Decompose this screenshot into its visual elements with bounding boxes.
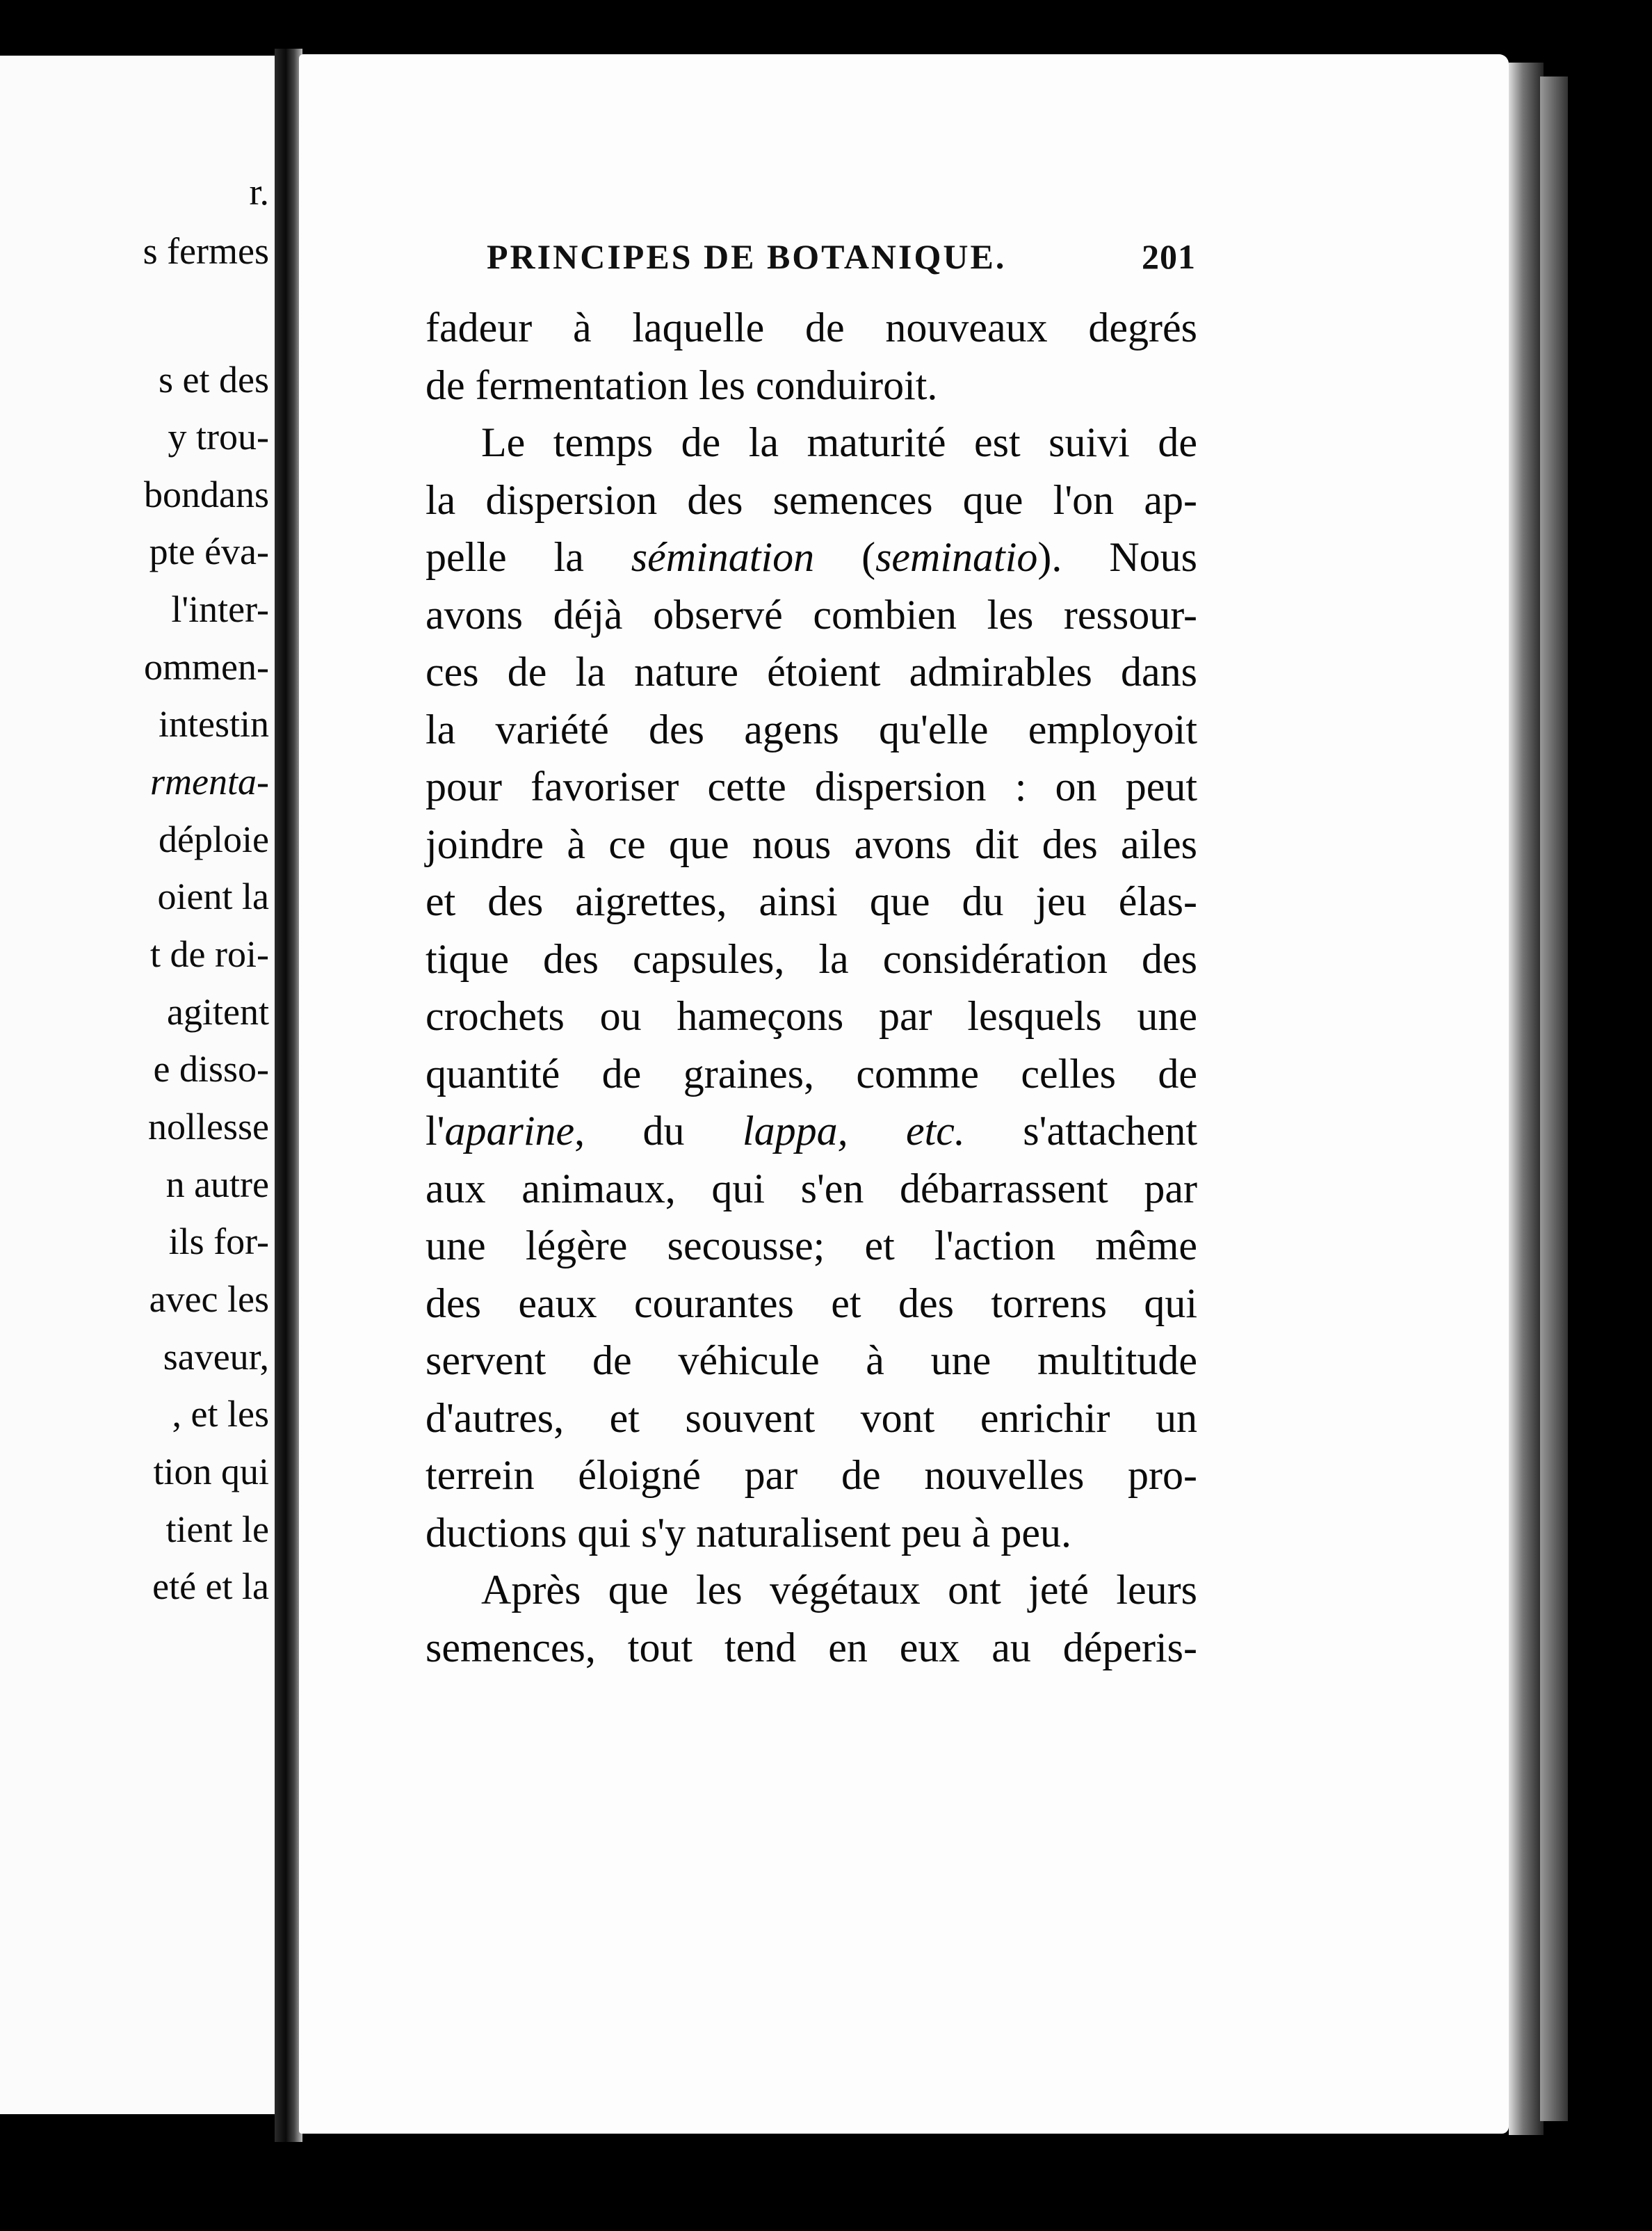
text-line: de fermentation les conduiroit. — [426, 362, 938, 408]
running-head — [487, 236, 1196, 277]
left-page-line: nollesse — [148, 1106, 269, 1147]
left-page-line: intestin — [159, 703, 269, 745]
text-line: avons déjà observé combien les ressour- — [426, 591, 1197, 638]
text-line: la dispersion des semences que l'on ap- — [426, 476, 1197, 523]
left-page-line: n autre — [165, 1163, 269, 1205]
left-page-line: t de roi- — [150, 933, 269, 975]
text-line: tique des capsules, la considération des — [426, 935, 1197, 982]
text-line: terrein éloigné par de nouvelles pro- — [426, 1452, 1197, 1498]
text-line: ductions qui s'y naturalisent peu à peu. — [426, 1509, 1071, 1556]
body-text — [426, 299, 1197, 1676]
text-line: aux animaux, qui s'en débarrassent par — [426, 1165, 1197, 1211]
page-edge-shadow — [1509, 63, 1544, 2135]
left-page-line: avec les — [149, 1278, 269, 1320]
text-line: des eaux courantes et des torrens qui — [426, 1280, 1197, 1326]
text-line: d'autres, et souvent vont enrichir un — [426, 1394, 1197, 1441]
left-page-line: pte éva- — [149, 531, 269, 572]
book-gutter — [275, 49, 302, 2142]
running-head-title: PRINCIPES DE BOTANIQUE. — [487, 237, 1007, 276]
left-page-line: e disso- — [153, 1048, 269, 1090]
text-line — [426, 1102, 1197, 1160]
left-page-line: déploie — [159, 819, 269, 860]
text-segment: , du — [574, 1108, 743, 1154]
text-segment: l' — [426, 1108, 445, 1154]
text-line: joindre à ce que nous avons dit des ailes — [426, 821, 1197, 867]
text-line: fadeur à laquelle de nouveaux degrés — [426, 305, 1197, 351]
text-line: une légère secousse; et l'action même — [426, 1223, 1197, 1268]
left-page-line: rmenta- — [150, 761, 269, 803]
left-page-line: ommen- — [144, 646, 269, 688]
text-line: la variété des agens qu'elle employoit — [426, 706, 1197, 752]
text-segment: ( — [814, 534, 876, 580]
text-line: Après que les végétaux ont jeté leurs — [481, 1567, 1197, 1613]
left-page-line: r. — [249, 171, 269, 213]
left-page-line: s et des — [159, 359, 269, 401]
left-page-line: ils for- — [168, 1221, 269, 1262]
text-line: servent de véhicule à une multitude — [426, 1337, 1197, 1383]
text-segment: ). Nous — [1037, 534, 1197, 580]
left-page-line: oient la — [157, 876, 269, 917]
text-segment: s'attachent — [964, 1108, 1198, 1154]
italic-term: seminatio — [875, 534, 1038, 580]
left-facing-page — [0, 56, 275, 2114]
text-line — [426, 529, 1197, 586]
left-page-line: tion qui — [153, 1451, 269, 1492]
text-line: pour favoriser cette dispersion : on peut — [426, 764, 1197, 810]
left-page-line: s fermes — [143, 230, 269, 272]
left-page-line: y trou- — [168, 416, 269, 458]
italic-term: sémination — [631, 534, 815, 580]
text-line: et des aigrettes, ainsi que du jeu élas- — [426, 878, 1197, 924]
italic-term: aparine — [444, 1108, 575, 1154]
left-page-line: saveur, — [163, 1336, 269, 1378]
text-line: crochets ou hameçons par lesquels une — [426, 993, 1197, 1039]
text-line: quantité de graines, comme celles de — [426, 1050, 1197, 1097]
left-page-line: l'inter- — [171, 588, 269, 630]
left-page-line: tient le — [165, 1508, 269, 1550]
italic-term: lappa, etc. — [742, 1108, 965, 1154]
text-line: ces de la nature étoient admirables dans — [426, 649, 1197, 695]
left-page-line: bondans — [144, 474, 269, 515]
page-edge-shadow-outer — [1540, 76, 1568, 2121]
text-line: Le temps de la maturité est suivi de — [481, 419, 1197, 465]
text-segment: pelle la — [426, 534, 631, 580]
text-line: semences, tout tend en eux au déperis- — [426, 1624, 1197, 1670]
left-page-line: agitent — [167, 991, 269, 1033]
left-page-line: eté et la — [152, 1565, 269, 1607]
page-number: 201 — [1142, 237, 1196, 276]
left-page-line: , et les — [172, 1393, 269, 1435]
